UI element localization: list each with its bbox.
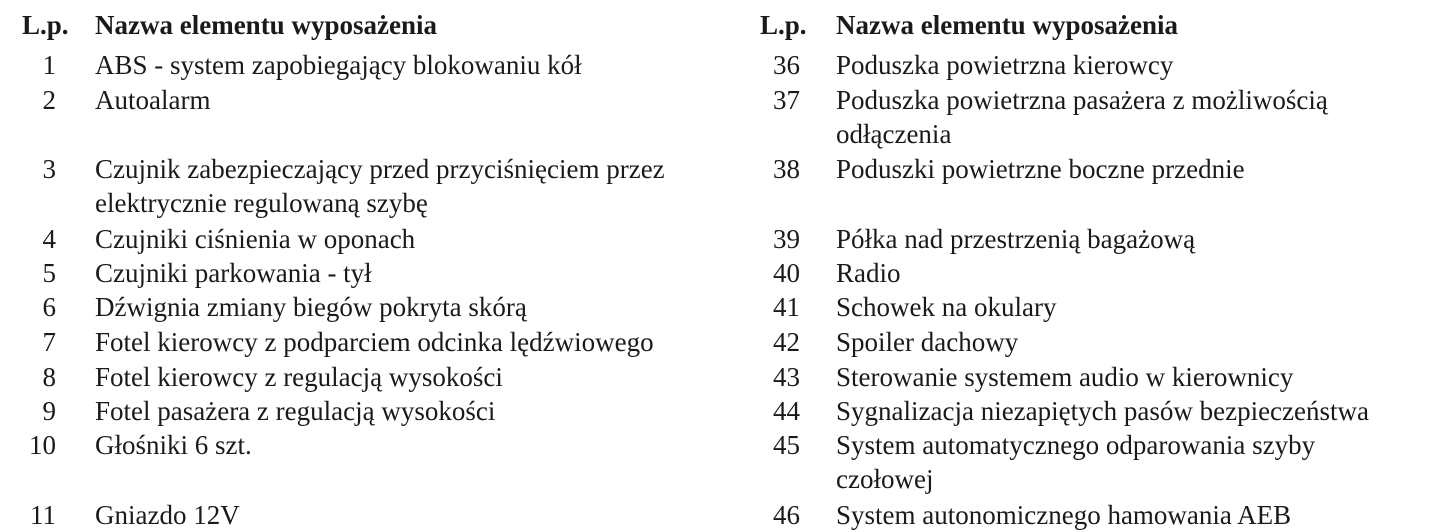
row-name: System automatycznego odparowania szyby xyxy=(836,430,1316,460)
row-number: 38 xyxy=(773,154,800,184)
row-name: Fotel kierowcy z regulacją wysokości xyxy=(95,362,503,392)
row-name: Czujniki parkowania - tył xyxy=(95,258,372,288)
header-name: Nazwa elementu wyposażenia xyxy=(95,10,437,40)
row-number: 1 xyxy=(42,50,56,80)
row-number: 39 xyxy=(773,224,800,254)
row-name: czołowej xyxy=(836,464,934,494)
row-number: 40 xyxy=(773,258,800,288)
row-name: Sterowanie systemem audio w kierownicy xyxy=(836,362,1294,392)
row-name: Schowek na okulary xyxy=(836,292,1057,322)
row-number: 8 xyxy=(42,362,56,392)
row-name: Spoiler dachowy xyxy=(836,327,1019,357)
row-name: Poduszka powietrzna kierowcy xyxy=(836,50,1174,80)
row-number: 9 xyxy=(42,396,56,426)
row-number: 10 xyxy=(29,430,56,460)
row-name: Półka nad przestrzenią bagażową xyxy=(836,224,1196,254)
row-name: Radio xyxy=(836,258,901,288)
row-name: Fotel kierowcy z podparciem odcinka lędźwiowego xyxy=(95,327,654,357)
row-number: 6 xyxy=(42,292,56,322)
row-name: Głośniki 6 szt. xyxy=(95,430,252,460)
row-number: 45 xyxy=(773,430,800,460)
row-name: Czujniki ciśnienia w oponach xyxy=(95,224,416,254)
row-number: 36 xyxy=(773,50,800,80)
row-name: Sygnalizacja niezapiętych pasów bezpieczeństwa xyxy=(836,396,1369,426)
row-number: 44 xyxy=(773,396,800,426)
row-number: 37 xyxy=(773,85,800,115)
row-number: 7 xyxy=(42,327,56,357)
row-name: Gniazdo 12V xyxy=(95,500,240,530)
row-number: 5 xyxy=(42,258,56,288)
row-name: Fotel pasażera z regulacją wysokości xyxy=(95,396,496,426)
row-number: 41 xyxy=(773,292,800,322)
row-name: odłączenia xyxy=(836,119,952,149)
header-lp: L.p. xyxy=(22,10,69,40)
row-number: 4 xyxy=(42,224,56,254)
row-name: Poduszki powietrzne boczne przednie xyxy=(836,154,1245,184)
row-name: Poduszka powietrzna pasażera z możliwością xyxy=(836,85,1328,115)
row-number: 2 xyxy=(42,85,56,115)
row-number: 3 xyxy=(42,154,56,184)
row-number: 43 xyxy=(773,362,800,392)
header-lp: L.p. xyxy=(760,10,807,40)
row-name: elektrycznie regulowaną szybę xyxy=(95,188,428,218)
row-name: Czujnik zabezpieczający przed przyciśnięciem przez xyxy=(95,154,665,184)
row-number: 46 xyxy=(773,500,800,530)
row-name: System autonomicznego hamowania AEB xyxy=(836,500,1292,530)
row-name: Dźwignia zmiany biegów pokryta skórą xyxy=(95,292,527,322)
row-name: ABS - system zapobiegający blokowaniu kół xyxy=(95,50,582,80)
header-name: Nazwa elementu wyposażenia xyxy=(836,10,1178,40)
row-name: Autoalarm xyxy=(95,85,211,115)
row-number: 42 xyxy=(773,327,800,357)
row-number: 11 xyxy=(30,500,56,530)
